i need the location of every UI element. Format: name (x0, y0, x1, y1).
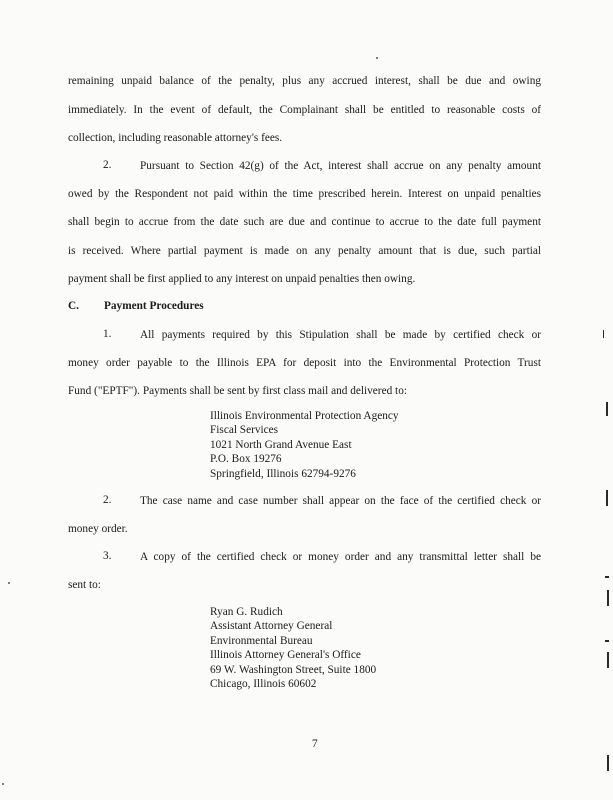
page-number: 7 (312, 738, 318, 750)
item-2-line-1: The case name and case number shall appear on the face of the certified check or (140, 495, 541, 507)
scan-mark-3 (606, 490, 608, 506)
scan-speck-1 (376, 57, 378, 59)
paragraph-2-line-2: owed by the Respondent not paid within the time prescribed herein. Interest on unpaid penalties (68, 188, 541, 200)
section-c-letter: C. (68, 300, 79, 312)
address-block-epa (210, 409, 399, 481)
address-epa-line-3: 1021 North Grand Avenue East (210, 438, 352, 451)
item-1-number: 1. (103, 328, 112, 340)
address-ag-line-3: Environmental Bureau (210, 634, 313, 647)
section-c-title: Payment Procedures (104, 300, 204, 312)
scan-speck-2 (8, 582, 10, 584)
scan-speck-3 (2, 783, 4, 785)
scan-mark-6 (605, 640, 609, 642)
scan-mark-4 (605, 576, 609, 578)
item-2-number: 2. (103, 494, 112, 506)
address-ag-line-4: Illinois Attorney General's Office (210, 649, 361, 662)
item-1-line-2: money order payable to the Illinois EPA for deposit into the Environmental Protection Trust (68, 357, 541, 369)
address-epa-line-5: Springfield, Illinois 62794-9276 (210, 467, 356, 480)
item-3-line-1: A copy of the certified check or money order and any transmittal letter shall be (140, 551, 541, 563)
scan-mark-7 (607, 652, 609, 668)
item-1-line-3: Fund ("EPTF"). Payments shall be sent by first class mail and delivered to: (68, 385, 407, 397)
paragraph-2-line-5: payment shall be first applied to any interest on unpaid penalties then owing. (68, 273, 416, 285)
item-2-line-2: money order. (68, 523, 128, 535)
paragraph-2-line-1: Pursuant to Section 42(g) of the Act, interest shall accrue on any penalty amount (140, 160, 541, 172)
paragraph-2-line-4: is received. Where partial payment is made on any penalty amount that is due, such partial (68, 245, 541, 257)
paragraph-2-number: 2. (103, 159, 112, 171)
paragraph-1-line-2: immediately. In the event of default, the Complainant shall be entitled to reasonable costs of (68, 104, 541, 116)
paragraph-1-line-3: collection, including reasonable attorney's fees. (68, 132, 283, 144)
address-ag-line-1: Ryan G. Rudich (210, 606, 283, 618)
address-block-attorney-general (210, 605, 376, 691)
address-epa-line-2: Fiscal Services (210, 424, 279, 437)
scan-mark-5 (607, 590, 609, 606)
address-epa-line-4: P.O. Box 19276 (210, 453, 282, 466)
scan-mark-1 (603, 330, 604, 338)
address-epa-line-1: Illinois Environmental Protection Agency (210, 410, 399, 422)
paragraph-1-line-1: remaining unpaid balance of the penalty, plus any accrued interest, shall be due and owing (68, 75, 541, 87)
scan-mark-2 (606, 402, 608, 416)
item-3-number: 3. (103, 550, 112, 562)
paragraph-2-line-3: shall begin to accrue from the date such are due and continue to accrue to the date full payment (68, 216, 541, 228)
address-ag-line-5: 69 W. Washington Street, Suite 1800 (210, 663, 377, 676)
address-ag-line-6: Chicago, Illinois 60602 (210, 677, 317, 690)
address-ag-line-2: Assistant Attorney General (210, 620, 333, 633)
item-1-line-1: All payments required by this Stipulation shall be made by certified check or (140, 329, 541, 341)
scan-mark-8 (607, 755, 609, 771)
item-3-line-2: sent to: (68, 579, 101, 591)
